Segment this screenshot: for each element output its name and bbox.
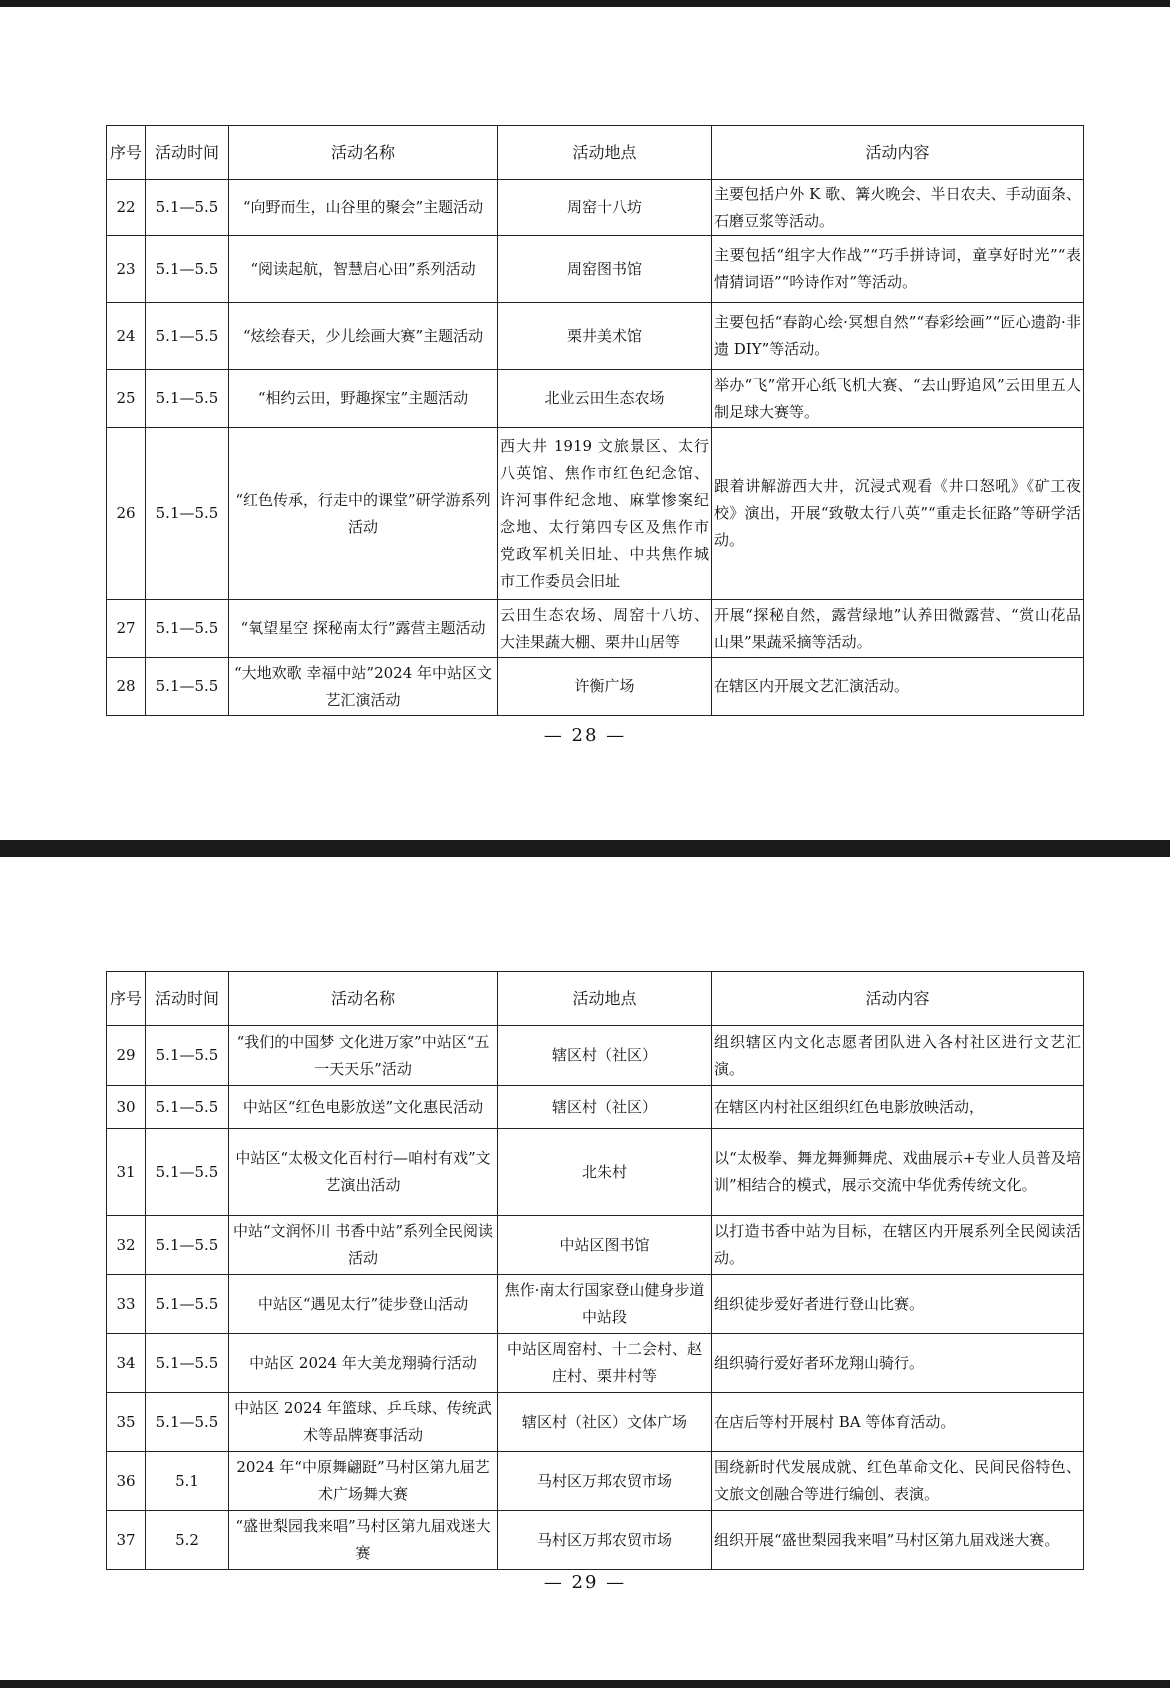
row-time: 5.1—5.5 [146, 236, 229, 303]
row-name: 中站区 2024 年大美龙翔骑行活动 [229, 1334, 498, 1393]
row-no: 29 [107, 1026, 146, 1086]
table-row [107, 1334, 1084, 1393]
row-time: 5.1—5.5 [146, 428, 229, 600]
row-no: 31 [107, 1129, 146, 1216]
row-time: 5.1—5.5 [146, 1086, 229, 1129]
row-time: 5.1—5.5 [146, 1216, 229, 1275]
row-name: 中站区“红色电影放送”文化惠民活动 [229, 1086, 498, 1129]
table-row [107, 370, 1084, 428]
row-content: 围绕新时代发展成就、红色革命文化、民间民俗特色、文旅文创融合等进行编创、表演。 [712, 1452, 1084, 1511]
table-row [107, 1452, 1084, 1511]
row-time: 5.1—5.5 [146, 1334, 229, 1393]
row-no: 35 [107, 1393, 146, 1452]
header-content: 活动内容 [712, 972, 1084, 1026]
table-row [107, 236, 1084, 303]
row-place: 辖区村（社区） [498, 1026, 712, 1086]
row-no: 33 [107, 1275, 146, 1334]
row-content: 主要包括户外 K 歌、篝火晚会、半日农夫、手动面条、石磨豆浆等活动。 [712, 180, 1084, 236]
row-content: 在辖区内开展文艺汇演活动。 [712, 658, 1084, 716]
row-name: 中站区“太极文化百村行—咱村有戏”文艺演出活动 [229, 1129, 498, 1216]
header-no: 序号 [107, 126, 146, 180]
table-row [107, 303, 1084, 370]
row-name: “向野而生，山谷里的聚会”主题活动 [229, 180, 498, 236]
row-content: 以打造书香中站为目标，在辖区内开展系列全民阅读活动。 [712, 1216, 1084, 1275]
row-name: “红色传承，行走中的课堂”研学游系列活动 [229, 428, 498, 600]
row-time: 5.1—5.5 [146, 370, 229, 428]
row-time: 5.1—5.5 [146, 658, 229, 716]
row-time: 5.1—5.5 [146, 180, 229, 236]
row-name: “相约云田，野趣探宝”主题活动 [229, 370, 498, 428]
table-row [107, 1129, 1084, 1216]
row-name: “氧望星空 探秘南太行”露营主题活动 [229, 600, 498, 658]
row-place: 许衡广场 [498, 658, 712, 716]
row-place: 辖区村（社区） [498, 1086, 712, 1129]
header-content: 活动内容 [712, 126, 1084, 180]
row-time: 5.1—5.5 [146, 1275, 229, 1334]
row-name: 中站区 2024 年篮球、乒乓球、传统武术等品牌赛事活动 [229, 1393, 498, 1452]
row-content: 在店后等村开展村 BA 等体育活动。 [712, 1393, 1084, 1452]
row-place: 周窑图书馆 [498, 236, 712, 303]
row-name: 中站区“遇见太行”徒步登山活动 [229, 1275, 498, 1334]
row-content: 以“太极拳、舞龙舞狮舞虎、戏曲展示+专业人员普及培训”相结合的模式，展示交流中华优秀传统文化。 [712, 1129, 1084, 1216]
row-no: 22 [107, 180, 146, 236]
row-name: “盛世梨园我来唱”马村区第九届戏迷大赛 [229, 1511, 498, 1570]
header-no: 序号 [107, 972, 146, 1026]
row-time: 5.1—5.5 [146, 600, 229, 658]
table-header-row [107, 972, 1084, 1026]
row-content: 组织骑行爱好者环龙翔山骑行。 [712, 1334, 1084, 1393]
table-row [107, 1026, 1084, 1086]
row-content: 在辖区内村社区组织红色电影放映活动， [712, 1086, 1084, 1129]
row-time: 5.1—5.5 [146, 1129, 229, 1216]
row-name: “大地欢歌 幸福中站”2024 年中站区文艺汇演活动 [229, 658, 498, 716]
row-place: 栗井美术馆 [498, 303, 712, 370]
row-no: 32 [107, 1216, 146, 1275]
table-row [107, 1393, 1084, 1452]
row-no: 26 [107, 428, 146, 600]
activity-table [106, 125, 1084, 716]
row-content: 开展“探秘自然，露营绿地”认养田微露营、“赏山花品山果”果蔬采摘等活动。 [712, 600, 1084, 658]
row-name: 2024 年“中原舞翩跹”马村区第九届艺术广场舞大赛 [229, 1452, 498, 1511]
row-time: 5.1—5.5 [146, 1393, 229, 1452]
row-no: 28 [107, 658, 146, 716]
row-name: 中站“文润怀川 书香中站”系列全民阅读活动 [229, 1216, 498, 1275]
row-time: 5.2 [146, 1511, 229, 1570]
row-time: 5.1—5.5 [146, 303, 229, 370]
row-content: 主要包括“春韵心绘·冥想自然”“春彩绘画”“匠心遗韵·非遗 DIY”等活动。 [712, 303, 1084, 370]
row-content: 组织徒步爱好者进行登山比赛。 [712, 1275, 1084, 1334]
row-name: “我们的中国梦 文化进万家”中站区“五一天天乐”活动 [229, 1026, 498, 1086]
row-place: 马村区万邦农贸市场 [498, 1452, 712, 1511]
table-row [107, 1275, 1084, 1334]
row-place: 周窑十八坊 [498, 180, 712, 236]
table-row [107, 658, 1084, 716]
header-place: 活动地点 [498, 126, 712, 180]
table-row [107, 1086, 1084, 1129]
table-row [107, 1216, 1084, 1275]
page-number: — 29 — [543, 1572, 627, 1593]
header-place: 活动地点 [498, 972, 712, 1026]
row-place: 北业云田生态农场 [498, 370, 712, 428]
row-no: 36 [107, 1452, 146, 1511]
row-no: 30 [107, 1086, 146, 1129]
row-no: 23 [107, 236, 146, 303]
table-row [107, 600, 1084, 658]
table-header-row [107, 126, 1084, 180]
row-place: 北朱村 [498, 1129, 712, 1216]
row-no: 34 [107, 1334, 146, 1393]
row-time: 5.1 [146, 1452, 229, 1511]
header-name: 活动名称 [229, 126, 498, 180]
row-place: 焦作·南太行国家登山健身步道中站段 [498, 1275, 712, 1334]
row-no: 25 [107, 370, 146, 428]
document-page-29 [0, 857, 1170, 1680]
document-page-28 [0, 7, 1170, 840]
activity-table [106, 971, 1084, 1570]
table-row [107, 180, 1084, 236]
row-content: 组织辖区内文化志愿者团队进入各村社区进行文艺汇演。 [712, 1026, 1084, 1086]
table-row [107, 1511, 1084, 1570]
page-number: — 28 — [543, 725, 627, 746]
row-no: 27 [107, 600, 146, 658]
row-place: 云田生态农场、周窑十八坊、大洼果蔬大棚、栗井山居等 [498, 600, 712, 658]
row-no: 37 [107, 1511, 146, 1570]
header-time: 活动时间 [146, 972, 229, 1026]
row-place: 马村区万邦农贸市场 [498, 1511, 712, 1570]
header-name: 活动名称 [229, 972, 498, 1026]
row-place: 中站区图书馆 [498, 1216, 712, 1275]
row-place: 中站区周窑村、十二会村、赵庄村、栗井村等 [498, 1334, 712, 1393]
row-place: 辖区村（社区）文体广场 [498, 1393, 712, 1452]
row-place: 西大井 1919 文旅景区、太行八英馆、焦作市红色纪念馆、许河事件纪念地、麻掌惨案纪念地、太行第四专区及焦作市党政军机关旧址、中共焦作城市工作委员会旧址 [498, 428, 712, 600]
row-content: 举办“飞”常开心纸飞机大赛、“去山野追风”云田里五人制足球大赛等。 [712, 370, 1084, 428]
row-content: 主要包括“组字大作战”“巧手拼诗词，童享好时光”“表情猜词语”“吟诗作对”等活动。 [712, 236, 1084, 303]
row-name: “炫绘春天，少儿绘画大赛”主题活动 [229, 303, 498, 370]
row-name: “阅读起航，智慧启心田”系列活动 [229, 236, 498, 303]
row-time: 5.1—5.5 [146, 1026, 229, 1086]
row-content: 组织开展“盛世梨园我来唱”马村区第九届戏迷大赛。 [712, 1511, 1084, 1570]
header-time: 活动时间 [146, 126, 229, 180]
row-no: 24 [107, 303, 146, 370]
row-content: 跟着讲解游西大井，沉浸式观看《井口怒吼》《矿工夜校》演出，开展“致敬太行八英”“重走长征路”等研学活动。 [712, 428, 1084, 600]
table-row [107, 428, 1084, 600]
